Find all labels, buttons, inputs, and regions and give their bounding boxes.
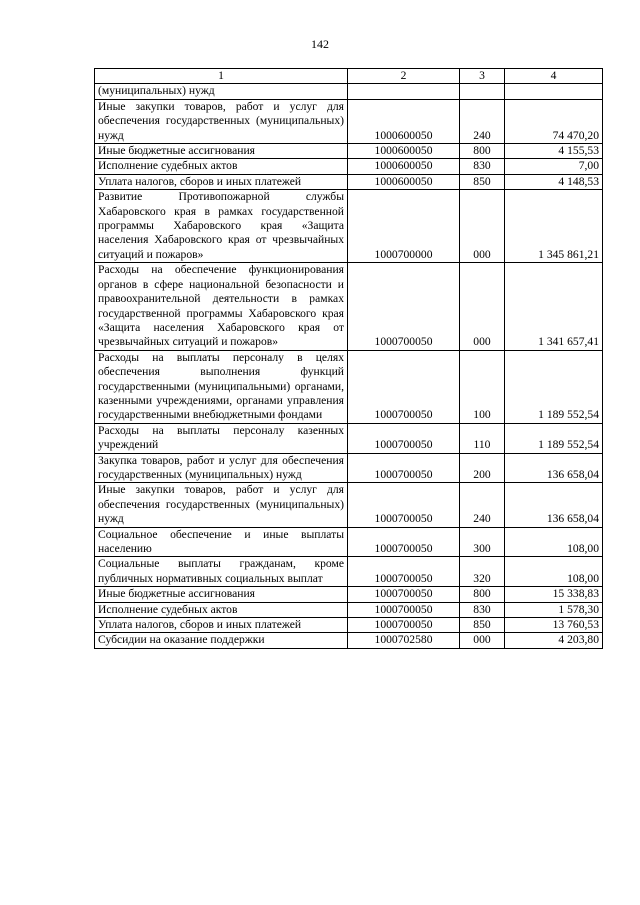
column-header-4: 4	[505, 69, 603, 84]
column-header-3: 3	[460, 69, 505, 84]
table-row	[95, 527, 603, 557]
table-row	[95, 618, 603, 633]
row-description: Иные бюджетные ассигнования	[95, 587, 348, 602]
row-expense-type: 240	[460, 483, 505, 527]
row-description: Социальные выплаты гражданам, кроме публичных нормативных социальных выплат	[95, 557, 348, 587]
row-amount: 1 341 657,41	[505, 263, 603, 350]
table-row	[95, 483, 603, 527]
row-description: Иные закупки товаров, работ и услуг для обеспечения государственных (муниципальных) нужд	[95, 99, 348, 143]
row-target-code: 1000700050	[348, 263, 460, 350]
row-expense-type: 110	[460, 423, 505, 453]
row-expense-type: 000	[460, 633, 505, 648]
row-description: Исполнение судебных актов	[95, 159, 348, 174]
row-amount: 4 148,53	[505, 174, 603, 189]
table-row	[95, 633, 603, 648]
row-expense-type: 000	[460, 190, 505, 263]
row-amount: 74 470,20	[505, 99, 603, 143]
table-row	[95, 84, 603, 99]
row-expense-type: 100	[460, 350, 505, 423]
row-expense-type: 240	[460, 99, 505, 143]
row-expense-type: 850	[460, 618, 505, 633]
row-target-code: 1000600050	[348, 144, 460, 159]
row-amount: 4 203,80	[505, 633, 603, 648]
row-amount: 108,00	[505, 557, 603, 587]
row-amount: 1 578,30	[505, 602, 603, 617]
row-amount: 1 189 552,54	[505, 423, 603, 453]
row-description: Субсидии на оказание поддержки	[95, 633, 348, 648]
row-description: Развитие Противопожарной службы Хабаровского края в рамках государственной программы Хабаровского края «Защита населения Хабаровского края от чрезвычайных ситуаций и пожаров»	[95, 190, 348, 263]
row-amount: 4 155,53	[505, 144, 603, 159]
row-target-code: 1000600050	[348, 174, 460, 189]
row-description: Расходы на обеспечение функционирования органов в сфере национальной безопасности и правоохранительной деятельности в рамках государственной программы Хабаровского края «Защита населения Хабаровского края от чрезвычайных ситуаций и пожаров»	[95, 263, 348, 350]
row-target-code: 1000700050	[348, 350, 460, 423]
row-target-code: 1000700050	[348, 423, 460, 453]
row-expense-type: 200	[460, 453, 505, 483]
row-expense-type: 850	[460, 174, 505, 189]
row-expense-type: 800	[460, 587, 505, 602]
table-row	[95, 263, 603, 350]
row-description: Социальное обеспечение и иные выплаты населению	[95, 527, 348, 557]
row-description: Уплата налогов, сборов и иных платежей	[95, 618, 348, 633]
table-row	[95, 557, 603, 587]
row-target-code: 1000700050	[348, 618, 460, 633]
row-expense-type: 000	[460, 263, 505, 350]
row-target-code: 1000600050	[348, 159, 460, 174]
row-amount: 15 338,83	[505, 587, 603, 602]
row-expense-type	[460, 84, 505, 99]
row-target-code: 1000700050	[348, 527, 460, 557]
row-amount: 136 658,04	[505, 453, 603, 483]
row-target-code	[348, 84, 460, 99]
header-row	[95, 69, 603, 84]
row-target-code: 1000700050	[348, 587, 460, 602]
budget-table	[94, 68, 603, 649]
row-target-code: 1000700000	[348, 190, 460, 263]
row-description: Иные закупки товаров, работ и услуг для обеспечения государственных (муниципальных) нужд	[95, 483, 348, 527]
table-row	[95, 159, 603, 174]
row-description: Расходы на выплаты персоналу в целях обеспечения выполнения функций государственными (муниципальными) органами, казенными учреждениями, органами управления государственными внебюджетными фондами	[95, 350, 348, 423]
table-row	[95, 423, 603, 453]
row-expense-type: 320	[460, 557, 505, 587]
column-header-2: 2	[348, 69, 460, 84]
row-target-code: 1000700050	[348, 602, 460, 617]
row-target-code: 1000700050	[348, 483, 460, 527]
row-description: Исполнение судебных актов	[95, 602, 348, 617]
row-description: Иные бюджетные ассигнования	[95, 144, 348, 159]
row-expense-type: 830	[460, 602, 505, 617]
column-header-1: 1	[95, 69, 348, 84]
row-amount: 13 760,53	[505, 618, 603, 633]
row-amount: 136 658,04	[505, 483, 603, 527]
table-row	[95, 99, 603, 143]
table-row	[95, 587, 603, 602]
row-expense-type: 800	[460, 144, 505, 159]
row-amount: 1 189 552,54	[505, 350, 603, 423]
row-amount: 1 345 861,21	[505, 190, 603, 263]
row-description: Уплата налогов, сборов и иных платежей	[95, 174, 348, 189]
row-expense-type: 830	[460, 159, 505, 174]
row-description: Расходы на выплаты персоналу казенных учреждений	[95, 423, 348, 453]
table-row	[95, 144, 603, 159]
table-row	[95, 350, 603, 423]
row-expense-type: 300	[460, 527, 505, 557]
row-amount: 7,00	[505, 159, 603, 174]
table-row	[95, 174, 603, 189]
row-target-code: 1000700050	[348, 453, 460, 483]
row-target-code: 1000700050	[348, 557, 460, 587]
table-row	[95, 602, 603, 617]
row-amount: 108,00	[505, 527, 603, 557]
row-description: Закупка товаров, работ и услуг для обеспечения государственных (муниципальных) нужд	[95, 453, 348, 483]
row-target-code: 1000702580	[348, 633, 460, 648]
table-row	[95, 453, 603, 483]
row-description: (муниципальных) нужд	[95, 84, 348, 99]
row-target-code: 1000600050	[348, 99, 460, 143]
page-number: 142	[311, 37, 329, 51]
table-row	[95, 190, 603, 263]
row-amount	[505, 84, 603, 99]
